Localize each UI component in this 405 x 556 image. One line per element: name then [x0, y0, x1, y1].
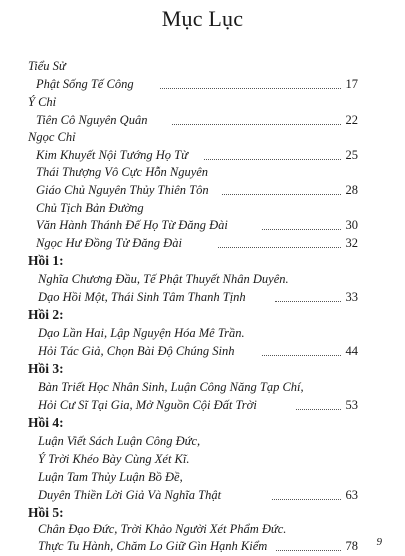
dot-leader [172, 111, 341, 125]
toc-section-heading [0, 93, 405, 111]
toc-entry-continued[interactable] [0, 450, 405, 468]
toc-line-text: Dạo Hồi Một, Thái Sinh Tâm Thanh Tịnh [38, 290, 246, 304]
toc-entry[interactable] [0, 288, 405, 306]
toc-line-text: Kim Khuyết Nội Tướng Họ Từ [36, 148, 188, 162]
toc-line-text: Chủ Tịch Bản Đường [36, 201, 144, 215]
toc-line-text: Hồi 2: [28, 307, 64, 322]
toc-entry[interactable] [0, 111, 405, 129]
toc-page-number: 25 [345, 148, 358, 162]
toc-line-text: Ngọc Chỉ [28, 130, 76, 144]
toc-page-number: 17 [345, 77, 358, 91]
toc-line-text: Hồi 5: [28, 505, 64, 520]
toc-line-text: Tiên Cô Nguyên Quân [36, 113, 148, 127]
page-number: 9 [376, 536, 382, 548]
toc-page-number: 32 [345, 236, 358, 250]
dot-leader [218, 234, 341, 248]
toc-line-text: Phật Sống Tế Công [36, 77, 134, 91]
dot-leader [296, 396, 341, 410]
page-title: Mục Lục [161, 6, 244, 31]
toc-section-heading [0, 128, 405, 146]
dot-leader [222, 181, 341, 195]
toc-line-text: Ngọc Hư Đồng Tử Đăng Đài [36, 236, 182, 250]
toc-line-text: Hỏi Tác Giả, Chọn Bài Độ Chúng Sinh [38, 344, 235, 358]
toc-page-number: 33 [345, 290, 358, 304]
toc-entry[interactable] [0, 181, 405, 199]
toc-line-text: Nghĩa Chương Đầu, Tế Phật Thuyết Nhân Duyên. [38, 272, 289, 286]
toc-entry-continued[interactable] [0, 199, 405, 217]
toc-line-text: Ý Trời Khéo Bày Cùng Xét Kĩ. [38, 452, 190, 466]
dot-leader [262, 342, 341, 356]
toc-entry[interactable] [0, 75, 405, 93]
toc-line-text: Giáo Chủ Nguyên Thủy Thiên Tôn [36, 183, 209, 197]
dot-leader [204, 146, 341, 160]
toc-entry-continued[interactable] [0, 378, 405, 396]
toc-page-number: 78 [345, 539, 358, 553]
dot-leader [160, 75, 341, 89]
dot-leader [262, 216, 341, 230]
toc-page-number: 53 [345, 398, 358, 412]
toc-page-number: 30 [345, 218, 358, 232]
toc-entry[interactable] [0, 146, 405, 164]
toc-entry-continued[interactable] [0, 270, 405, 288]
toc-entry-continued[interactable] [0, 163, 405, 181]
chapter-heading [0, 306, 405, 324]
dot-leader [275, 288, 341, 302]
toc-entry[interactable] [0, 486, 405, 504]
toc-line-text: Luận Viết Sách Luận Công Đức, [38, 434, 201, 448]
toc-line-text: Bàn Triết Học Nhân Sinh, Luận Công Năng Tạp Chí, [38, 380, 304, 394]
toc-line-text: Hồi 1: [28, 253, 64, 268]
toc-entry[interactable] [0, 342, 405, 360]
dot-leader [272, 486, 341, 500]
toc-line-text: Ý Chỉ [28, 95, 57, 109]
toc-entry-continued[interactable] [0, 324, 405, 342]
toc-line-text: Hồi 3: [28, 361, 64, 376]
chapter-heading [0, 414, 405, 432]
toc-entry[interactable] [0, 234, 405, 252]
chapter-heading [0, 360, 405, 378]
toc-line-text: Chân Đạo Đức, Trời Khảo Người Xét Phẩm Đức. [38, 522, 287, 536]
toc-line-text: Thực Tu Hành, Chăm Lo Giữ Gìn Hạnh Kiểm [38, 539, 268, 553]
toc-line-text: Văn Hành Thánh Đế Họ Từ Đăng Đài [36, 218, 228, 232]
toc-line-text: Thái Thượng Vô Cực Hỗn Nguyên [36, 165, 209, 179]
toc-section-heading [0, 57, 405, 75]
toc-entry[interactable] [0, 396, 405, 414]
toc-entry[interactable] [0, 216, 405, 234]
toc-entry-continued[interactable] [0, 432, 405, 450]
toc-line-text: Luận Tam Thủy Luận Bồ Đề, [38, 470, 183, 484]
toc-entry-continued[interactable] [0, 468, 405, 486]
toc-page-number: 22 [345, 113, 358, 127]
toc-page-number: 28 [345, 183, 358, 197]
toc-entry[interactable] [0, 537, 405, 555]
toc-entry-continued[interactable] [0, 520, 405, 538]
toc-line-text: Hồi 4: [28, 415, 64, 430]
toc-line-text: Hỏi Cư Sĩ Tại Gia, Mở Nguồn Cội Đất Trời [38, 398, 257, 412]
toc-line-text: Dạo Lần Hai, Lập Nguyện Hóa Mê Trần. [38, 326, 245, 340]
toc-line-text: Tiểu Sử [28, 59, 66, 73]
toc-page-number: 63 [345, 488, 358, 502]
toc-page-number: 44 [345, 344, 358, 358]
toc-line-text: Duyên Thiền Lời Giả Và Nghĩa Thật [38, 488, 222, 502]
chapter-heading [0, 252, 405, 270]
dot-leader [276, 537, 341, 551]
